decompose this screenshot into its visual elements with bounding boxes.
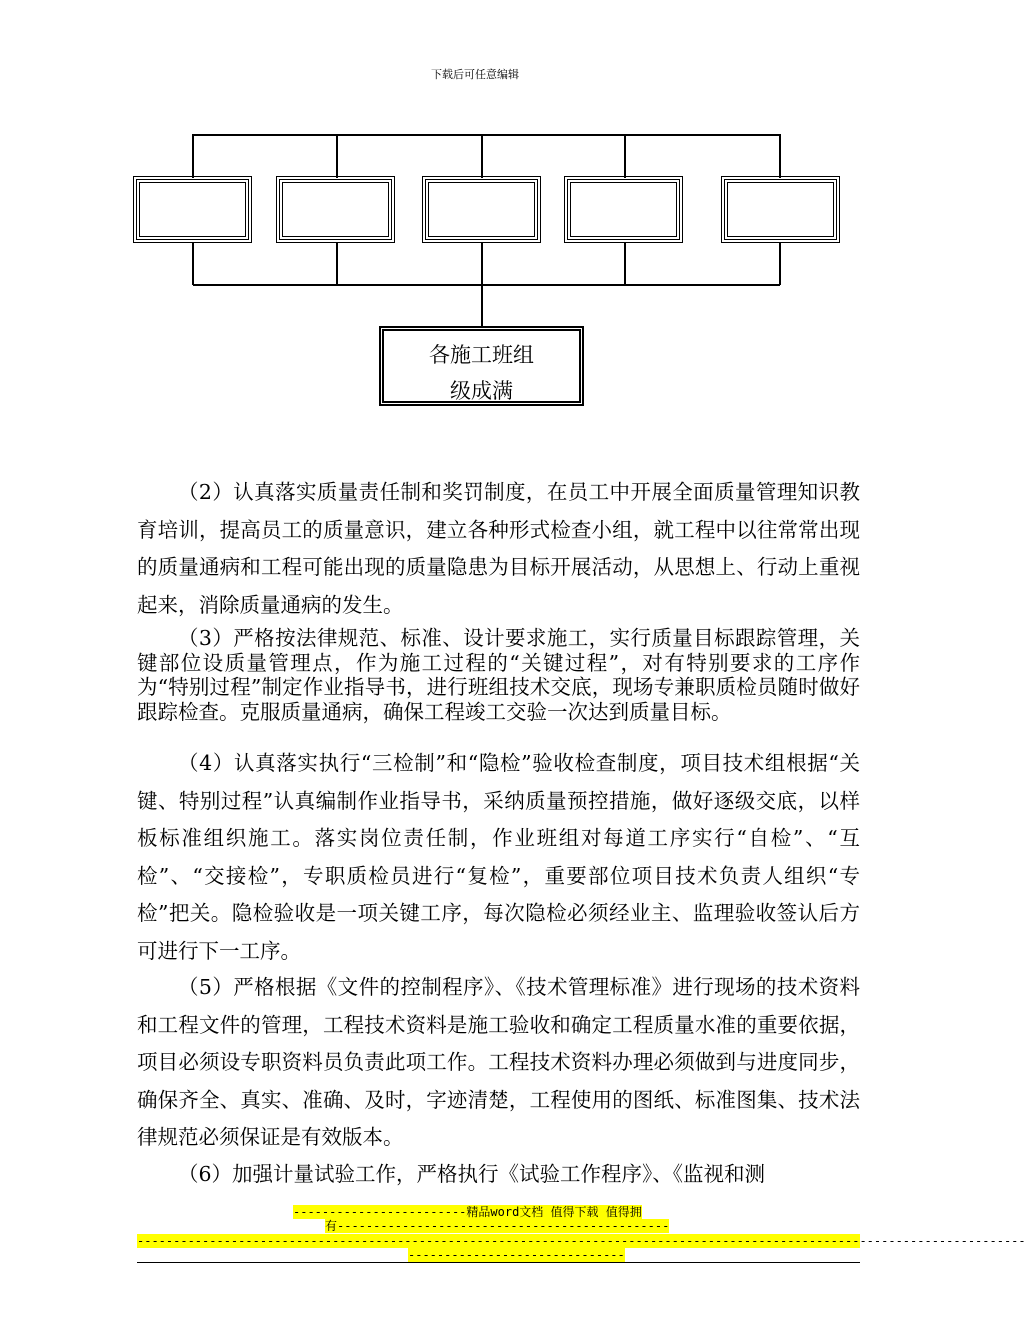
top-connector-line xyxy=(193,134,780,136)
paragraph-3: （3）严格按法律规范、标准、设计要求施工，实行质量目标跟踪管理，关键部位设质量管理点，作为施工过程的“关键过程”，对有特别要求的工序作为“特别过程”制定作业指导书，进行班组技术交底，现场专兼职质检员随时做好跟踪检查。克服质量通病，确保工程竣工交验一次达到质量目标。 xyxy=(137,626,860,724)
footer-promo-line-2: 有---------------------------------------------- xyxy=(325,1219,670,1233)
org-box-1 xyxy=(136,179,249,240)
connector xyxy=(779,134,781,178)
org-box-2 xyxy=(279,179,392,240)
connector xyxy=(481,284,483,326)
connector xyxy=(336,134,338,178)
connector xyxy=(192,134,194,178)
connector xyxy=(624,242,626,285)
page-header: 下载后可任意编辑 xyxy=(431,68,519,81)
construction-teams-sublabel: 级成满 xyxy=(450,379,513,403)
footer-promo-line-1: ------------------------精品word文档 值得下载 值得拥 xyxy=(293,1205,642,1219)
bottom-connector-line xyxy=(193,284,780,286)
footer-dash-line-3: --------------------------------------------------------------------------------------------------------------------------- xyxy=(137,1234,1026,1248)
paragraph-4: （4）认真落实执行“三检制”和“隐检”验收检查制度，项目技术组根据“关键、特别过程”认真编制作业指导书，采纳质量预控措施，做好逐级交底，以样板标准组织施工。落实岗位责任制，作业班组对每道工序实行“自检”、“互检”、“交接检”，专职质检员进行“复检”，重要部位项目技术负责人组织“专检”把关。隐检验收是一项关键工序，每次隐检必须经业主、监理验收签认后方可进行下一工序。 xyxy=(137,751,860,963)
org-box-5 xyxy=(724,179,837,240)
connector xyxy=(481,242,483,285)
footer-dash-line-4: ------------------------------ xyxy=(408,1248,625,1262)
paragraph-5: （5）严格根据《文件的控制程序》、《技术管理标准》进行现场的技术资料和工程文件的管理，工程技术资料是施工验收和确定工程质量水准的重要依据，项目必须设专职资料员负责此项工作。工程技术资料办理必须做到与进度同步，确保齐全、真实、准确、及时，字迹清楚，工程使用的图纸、标准图集、技术法律规范必须保证是有效版本。 xyxy=(137,975,860,1149)
construction-teams-box xyxy=(379,326,584,406)
connector xyxy=(481,134,483,178)
connector xyxy=(624,134,626,178)
org-box-3 xyxy=(425,179,538,240)
connector xyxy=(779,242,781,285)
construction-teams-label: 各施工班组 xyxy=(429,343,534,367)
connector xyxy=(192,242,194,285)
paragraph-6: （6）加强计量试验工作，严格执行《试验工作程序》、《监视和测 xyxy=(178,1162,766,1186)
footer-rule xyxy=(137,1262,860,1263)
connector xyxy=(336,242,338,285)
paragraph-2: （2）认真落实质量责任制和奖罚制度，在员工中开展全面质量管理知识教育培训，提高员工的质量意识，建立各种形式检查小组，就工程中以往常常出现的质量通病和工程可能出现的质量隐患为目标开展活动，从思想上、行动上重视起来，消除质量通病的发生。 xyxy=(137,480,860,617)
org-box-4 xyxy=(567,179,680,240)
